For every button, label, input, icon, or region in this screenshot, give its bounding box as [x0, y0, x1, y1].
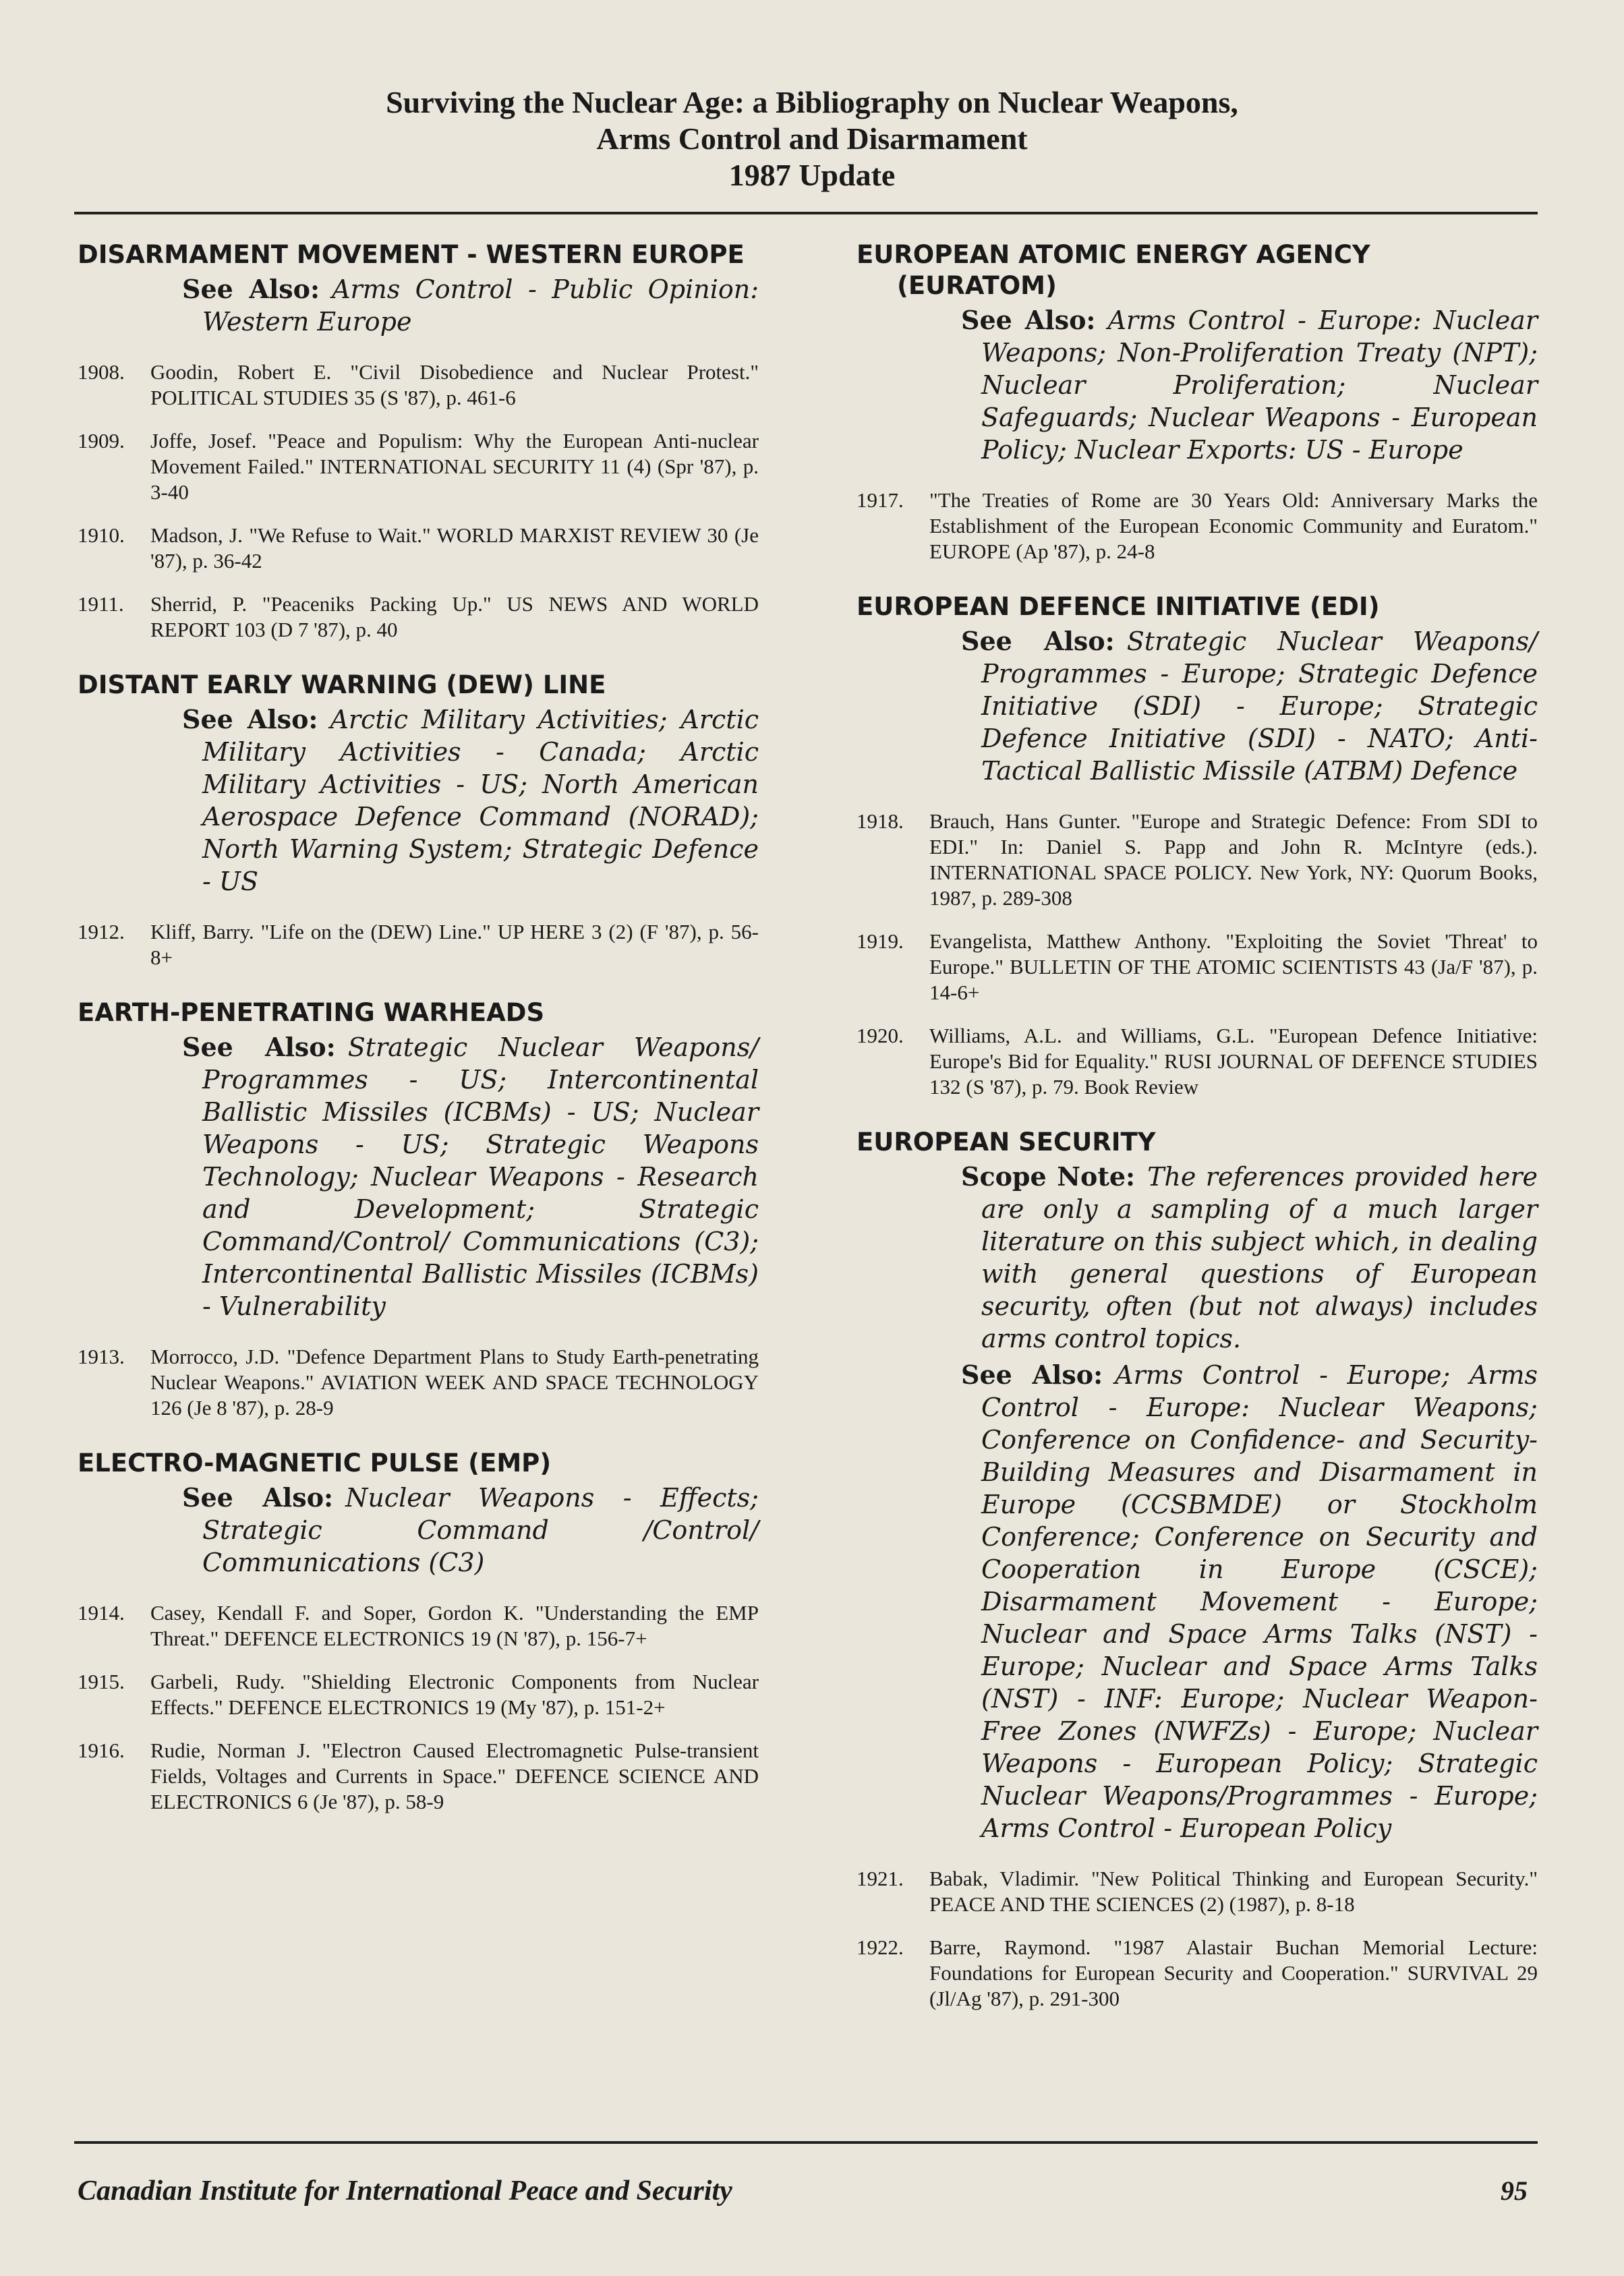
see-also-text: Arms Control - Europe; Arms Control - Europe: Nuclear Weapons; Conference on Confidence- and Security-Building Measures and Disarmament in Europe (CCSBMDE) or Stockholm Conference; Conference on Security and Cooperation in Europe (CSCE); Disarmament Movement - Europe; Nuclear and Space Arms Talks (NST) - Europe; Nuclear and Space Arms Talks (NST) - INF: Europe; Nuclear Weapon-Free Zones (NWFZs) - Europe; Nuclear Weapons - European Policy; Strategic Nuclear Weapons/Programmes - Europe; Arms Control - European Policy	[981, 1360, 1538, 1843]
section-title: ELECTRO-MAGNETIC PULSE (EMP)	[78, 1449, 552, 1478]
left-column	[78, 239, 759, 1842]
entry	[78, 428, 759, 505]
entry-text: Casey, Kendall F. and Soper, Gordon K. "Understanding the EMP Threat." DEFENCE ELECTRONICS 19 (N '87), p. 156-7+	[150, 1601, 759, 1650]
section-title: DISARMAMENT MOVEMENT - WESTERN EUROPE	[78, 240, 745, 269]
entry	[857, 1023, 1538, 1100]
see-also-label: See Also:	[182, 704, 318, 734]
entry	[78, 1669, 759, 1720]
entry-text: Joffe, Josef. "Peace and Populism: Why the European Anti-nuclear Movement Failed." INTERNATIONAL SECURITY 11 (4) (Spr '87), p. 3-40	[150, 429, 759, 504]
entry-number: 1914.	[78, 1601, 125, 1625]
see-also-label: See Also:	[961, 626, 1115, 656]
entry-text: Goodin, Robert E. "Civil Disobedience and Nuclear Protest." POLITICAL STUDIES 35 (S '87), p. 461-6	[150, 360, 759, 409]
entry-number: 1908.	[78, 360, 125, 384]
entry-number: 1917.	[857, 488, 904, 512]
footer-institute: Canadian Institute for International Peace and Security	[78, 2176, 732, 2207]
section-european-security	[857, 1127, 1538, 2012]
section-title: EUROPEAN DEFENCE INITIATIVE (EDI)	[857, 592, 1380, 621]
scope-note-text: The references provided here are only a sampling of a much larger literature on this subject which, in dealing with general questions of European security, often (but not always) includes arms control topics.	[981, 1162, 1538, 1353]
entry-number: 1909.	[78, 429, 125, 453]
scope-note	[910, 1161, 1538, 1355]
entry-text: Babak, Vladimir. "New Political Thinking and European Security." PEACE AND THE SCIENCES (2) (1987), p. 8-18	[929, 1867, 1538, 1916]
entry	[857, 1866, 1538, 1917]
entry	[857, 1935, 1538, 2012]
see-also	[132, 703, 759, 898]
entry-text: Madson, J. "We Refuse to Wait." WORLD MARXIST REVIEW 30 (Je '87), p. 36-42	[150, 523, 759, 573]
entry	[78, 359, 759, 411]
entry	[78, 1738, 759, 1815]
see-also-text: Nuclear Weapons - Effects; Strategic Command /Control/ Communications (C3)	[202, 1483, 759, 1577]
see-also	[910, 304, 1538, 466]
section-dew-line	[78, 670, 759, 970]
entry-text: Brauch, Hans Gunter. "Europe and Strategic Defence: From SDI to EDI." In: Daniel S. Papp and John R. McIntyre (eds.). INTERNATIONAL SPACE POLICY. New York, NY: Quorum Books, 1987, p. 289-308	[929, 809, 1538, 910]
right-column	[857, 239, 1538, 2039]
entry	[857, 488, 1538, 564]
entry	[78, 919, 759, 970]
section-electro-magnetic-pulse	[78, 1448, 759, 1815]
entry-text: Sherrid, P. "Peaceniks Packing Up." US NEWS AND WORLD REPORT 103 (D 7 '87), p. 40	[150, 592, 759, 641]
entry-number: 1918.	[857, 809, 904, 833]
entry	[857, 809, 1538, 911]
entry-text: Kliff, Barry. "Life on the (DEW) Line." UP HERE 3 (2) (F '87), p. 56-8+	[150, 920, 759, 969]
entry-number: 1916.	[78, 1739, 125, 1762]
entry-text: Barre, Raymond. "1987 Alastair Buchan Memorial Lecture: Foundations for European Security and Cooperation." SURVIVAL 29 (Jl/Ag '87), p. 291-300	[929, 1935, 1538, 2010]
section-title: EUROPEAN ATOMIC ENERGY AGENCY (EURATOM)	[857, 240, 1370, 300]
entry-text: Rudie, Norman J. "Electron Caused Electromagnetic Pulse-transient Fields, Voltages and Currents in Space." DEFENCE SCIENCE AND ELECTRONICS 6 (Je '87), p. 58-9	[150, 1739, 759, 1813]
entry	[78, 591, 759, 643]
see-also	[910, 625, 1538, 787]
see-also-label: See Also:	[182, 1032, 336, 1062]
see-also-label: See Also:	[961, 1360, 1103, 1390]
entry-number: 1913.	[78, 1345, 125, 1368]
entry-text: Evangelista, Matthew Anthony. "Exploiting the Soviet 'Threat' to Europe." BULLETIN OF THE ATOMIC SCIENTISTS 43 (Ja/F '87), p. 14-6+	[929, 929, 1538, 1004]
header-line-1: Surviving the Nuclear Age: a Bibliography on Nuclear Weapons,	[386, 85, 1238, 119]
see-also-label: See Also:	[182, 1482, 334, 1513]
scope-note-label: Scope Note:	[961, 1161, 1136, 1192]
entry-text: Williams, A.L. and Williams, G.L. "European Defence Initiative: Europe's Bid for Equality." RUSI JOURNAL OF DEFENCE STUDIES 132 (S '87), p. 79. Book Review	[929, 1024, 1538, 1099]
entry	[78, 523, 759, 574]
entry-text: Garbeli, Rudy. "Shielding Electronic Components from Nuclear Effects." DEFENCE ELECTRONICS 19 (My '87), p. 151-2+	[150, 1670, 759, 1719]
see-also-label: See Also:	[961, 305, 1096, 335]
page-number: 95	[1501, 2176, 1528, 2206]
section-title: DISTANT EARLY WARNING (DEW) LINE	[78, 670, 606, 699]
entry-text: Morrocco, J.D. "Defence Department Plans to Study Earth-penetrating Nuclear Weapons." AVIATION WEEK AND SPACE TECHNOLOGY 126 (Je 8 '87), p. 28-9	[150, 1345, 759, 1420]
entry	[78, 1344, 759, 1421]
top-rule	[74, 212, 1538, 214]
see-also-text: Strategic Nuclear Weapons/ Programmes - Europe; Strategic Defence Initiative (SDI) - Europe; Strategic Defence Initiative (SDI) - NATO; Anti-Tactical Ballistic Missile (ATBM) Defence	[981, 626, 1538, 786]
see-also-text: Strategic Nuclear Weapons/ Programmes - US; Intercontinental Ballistic Missiles (ICBMs) - US; Nuclear Weapons - US; Strategic Weapons Technology; Nuclear Weapons - Research and Development; Strategic Command/Control/ Communications (C3); Intercontinental Ballistic Missiles (ICBMs) - Vulnerability	[202, 1032, 759, 1321]
see-also-text: Arctic Military Activities; Arctic Military Activities - Canada; Arctic Military Activities - US; North American Aerospace Defence Command (NORAD); North Warning System; Strategic Defence - US	[202, 705, 759, 896]
entry-number: 1915.	[78, 1670, 125, 1693]
entry-number: 1911.	[78, 592, 124, 616]
bottom-rule	[74, 2141, 1538, 2144]
page-header	[0, 84, 1624, 194]
section-disarmament-movement	[78, 239, 759, 643]
section-title: EARTH-PENETRATING WARHEADS	[78, 998, 545, 1027]
see-also	[132, 1482, 759, 1579]
see-also-label: See Also:	[182, 274, 320, 304]
section-earth-penetrating-warheads	[78, 997, 759, 1421]
section-european-defence-initiative	[857, 591, 1538, 1100]
section-euratom	[857, 239, 1538, 564]
see-also	[910, 1359, 1538, 1844]
entry-number: 1921.	[857, 1867, 904, 1890]
entry-number: 1919.	[857, 929, 904, 953]
entry	[857, 929, 1538, 1005]
see-also-text: Arms Control - Public Opinion: Western Europe	[202, 274, 759, 337]
entry-number: 1910.	[78, 523, 125, 547]
entry-number: 1912.	[78, 920, 125, 943]
section-title: EUROPEAN SECURITY	[857, 1128, 1156, 1157]
entry-text: "The Treaties of Rome are 30 Years Old: Anniversary Marks the Establishment of the European Economic Community and Euratom." EUROPE (Ap '87), p. 24-8	[929, 488, 1538, 563]
entry-number: 1920.	[857, 1024, 904, 1047]
entry-number: 1922.	[857, 1935, 904, 1959]
header-line-2: Arms Control and Disarmament	[596, 121, 1028, 156]
header-line-3: 1987 Update	[728, 158, 896, 192]
see-also	[132, 273, 759, 338]
entry	[78, 1600, 759, 1652]
see-also	[132, 1031, 759, 1322]
see-also-text: Arms Control - Europe: Nuclear Weapons; Non-Proliferation Treaty (NPT); Nuclear Proliferation; Nuclear Safeguards; Nuclear Weapons - European Policy; Nuclear Exports: US - Europe	[981, 305, 1538, 465]
